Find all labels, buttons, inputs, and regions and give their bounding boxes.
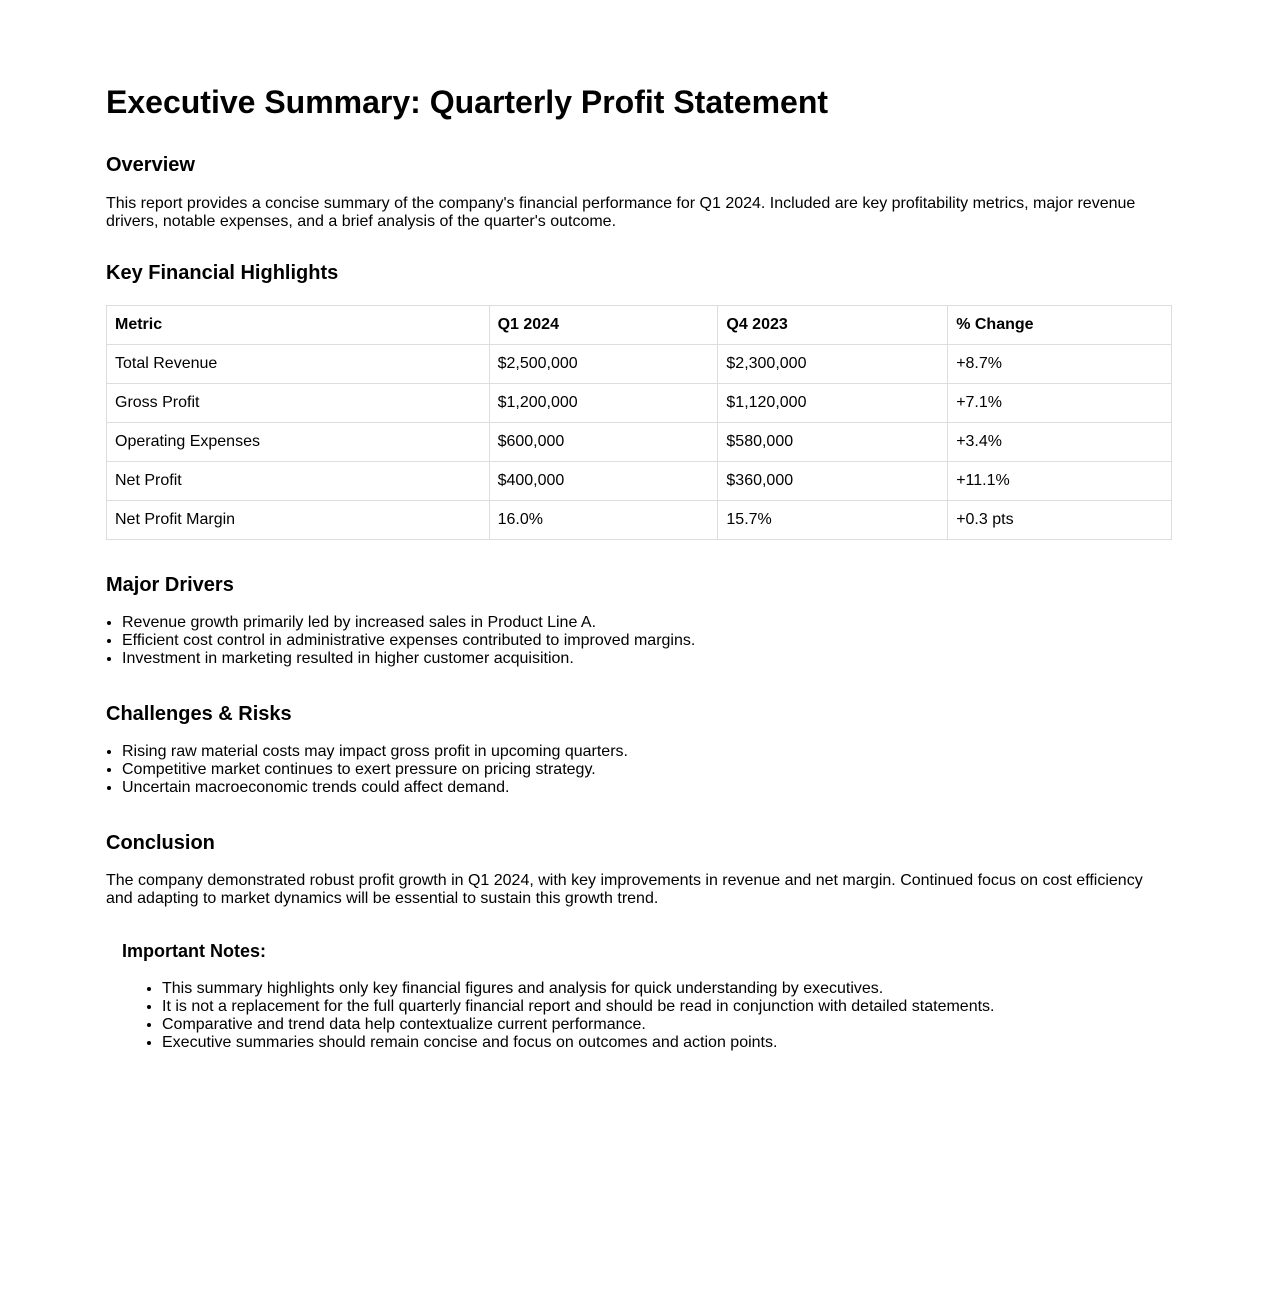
table-cell: Net Profit	[107, 462, 490, 501]
financial-highlights-table	[106, 305, 1172, 540]
list-item: • Efficient cost control in administrative expenses contributed to improved margins.	[122, 632, 1172, 650]
table-row	[107, 345, 1172, 384]
table-cell: 15.7%	[718, 501, 948, 540]
table-row	[107, 462, 1172, 501]
table-cell: $1,200,000	[489, 384, 718, 423]
conclusion-heading: Conclusion	[106, 832, 215, 854]
column-header-metric: Metric	[107, 306, 490, 345]
table-row	[107, 384, 1172, 423]
table-cell: +11.1%	[948, 462, 1172, 501]
column-header-q1-2024: Q1 2024	[489, 306, 718, 345]
table-cell: Total Revenue	[107, 345, 490, 384]
table-cell: $600,000	[489, 423, 718, 462]
notes-heading: Important Notes:	[122, 941, 266, 961]
important-notes	[106, 940, 1172, 1052]
overview-heading: Overview	[106, 154, 195, 176]
table-cell: $1,120,000	[718, 384, 948, 423]
list-item: • It is not a replacement for the full quarterly financial report and should be read in conjunction with detailed statements.	[162, 998, 1172, 1016]
list-item: • Uncertain macroeconomic trends could affect demand.	[122, 779, 1172, 797]
list-item: • Revenue growth primarily led by increased sales in Product Line A.	[122, 614, 1172, 632]
table-row	[107, 423, 1172, 462]
column-header-change: % Change	[948, 306, 1172, 345]
table-row	[107, 501, 1172, 540]
list-item: • Comparative and trend data help contextualize current performance.	[162, 1016, 1172, 1034]
page-title: Executive Summary: Quarterly Profit Statement	[106, 84, 829, 120]
risks-heading: Challenges & Risks	[106, 703, 292, 725]
table-cell: Gross Profit	[107, 384, 490, 423]
table-cell: 16.0%	[489, 501, 718, 540]
table-cell: +0.3 pts	[948, 501, 1172, 540]
overview-text: This report provides a concise summary of the company's financial performance for Q1 2024. Included are key profitability metrics, major revenue drivers, notable expenses, and a brief analysis of the quarter's outcome.	[106, 195, 1136, 230]
table-cell: $2,300,000	[718, 345, 948, 384]
column-header-q4-2023: Q4 2023	[718, 306, 948, 345]
list-item: • Rising raw material costs may impact gross profit in upcoming quarters.	[122, 743, 1172, 761]
notes-list	[122, 980, 1172, 1052]
list-item: • Competitive market continues to exert pressure on pricing strategy.	[122, 761, 1172, 779]
table-cell: Operating Expenses	[107, 423, 490, 462]
list-item: • This summary highlights only key financial figures and analysis for quick understanding by executives.	[162, 980, 1172, 998]
table-cell: $580,000	[718, 423, 948, 462]
list-item: • Executive summaries should remain concise and focus on outcomes and action points.	[162, 1034, 1172, 1052]
table-cell: Net Profit Margin	[107, 501, 490, 540]
highlights-heading: Key Financial Highlights	[106, 262, 339, 284]
list-item: • Investment in marketing resulted in higher customer acquisition.	[122, 650, 1172, 668]
table-cell: $2,500,000	[489, 345, 718, 384]
risks-list	[106, 743, 1172, 797]
table-cell: +3.4%	[948, 423, 1172, 462]
conclusion-text: The company demonstrated robust profit growth in Q1 2024, with key improvements in revenue and net margin. Continued focus on cost efficiency and adapting to market dynamics will be essential to sustain this growth trend.	[106, 872, 1143, 907]
table-cell: $400,000	[489, 462, 718, 501]
drivers-heading: Major Drivers	[106, 574, 234, 596]
table-cell: $360,000	[718, 462, 948, 501]
table-cell: +7.1%	[948, 384, 1172, 423]
table-cell: +8.7%	[948, 345, 1172, 384]
table-header-row	[107, 306, 1172, 345]
drivers-list	[106, 614, 1172, 668]
